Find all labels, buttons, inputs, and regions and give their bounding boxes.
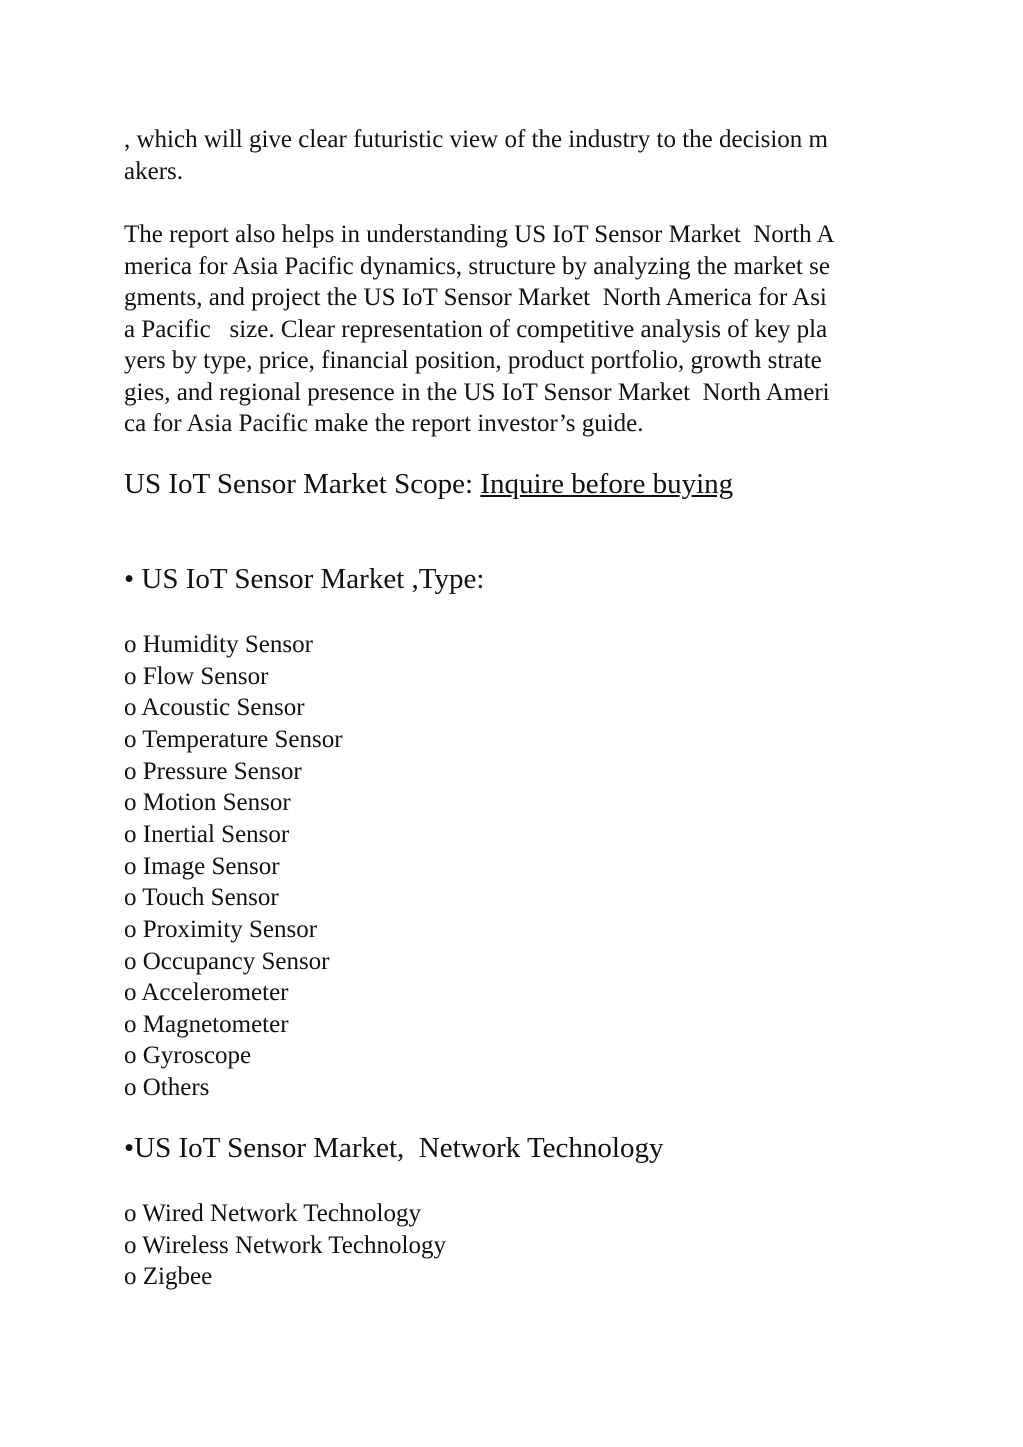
report-line-5: yers by type, price, financial position, product portfolio, growth strate (124, 347, 822, 374)
report-line-2: merica for Asia Pacific dynamics, structure by analyzing the market se (124, 253, 830, 280)
network-list-item: o Wired Network Technology (124, 1200, 421, 1227)
intro-line-1: , which will give clear futuristic view of the industry to the decision m (124, 126, 829, 153)
scope-label: US IoT Sensor Market Scope: (124, 468, 481, 500)
type-list-item: o Inertial Sensor (124, 821, 290, 848)
type-list-item: o Image Sensor (124, 853, 280, 880)
network-list-item: o Zigbee (124, 1263, 213, 1290)
inquire-link[interactable]: Inquire before buying (480, 468, 734, 500)
type-list-item: o Temperature Sensor (124, 726, 343, 753)
type-list-item: o Touch Sensor (124, 884, 279, 911)
type-list-item: o Flow Sensor (124, 663, 269, 690)
type-list-item: o Accelerometer (124, 979, 289, 1006)
report-line-4: a Pacific size. Clear representation of competitive analysis of key pla (124, 316, 828, 343)
intro-line-2: akers. (124, 158, 183, 185)
type-list-item: o Gyroscope (124, 1042, 252, 1069)
network-section-heading: •US IoT Sensor Market, Network Technology (124, 1132, 664, 1164)
type-list-item: o Motion Sensor (124, 789, 291, 816)
type-list-item: o Others (124, 1074, 210, 1101)
report-line-7: ca for Asia Pacific make the report investor’s guide. (124, 410, 644, 437)
report-line-1: The report also helps in understanding US IoT Sensor Market North A (124, 221, 835, 248)
type-list-item: o Humidity Sensor (124, 631, 313, 658)
type-list-item: o Proximity Sensor (124, 916, 318, 943)
type-list-item: o Magnetometer (124, 1011, 289, 1038)
type-list-item: o Occupancy Sensor (124, 948, 330, 975)
report-line-6: gies, and regional presence in the US IoT Sensor Market North Ameri (124, 379, 830, 406)
type-list-item: o Acoustic Sensor (124, 694, 305, 721)
type-list-item: o Pressure Sensor (124, 758, 302, 785)
network-list-item: o Wireless Network Technology (124, 1232, 446, 1259)
report-line-3: gments, and project the US IoT Sensor Market North America for Asi (124, 284, 827, 311)
type-section-heading: • US IoT Sensor Market ,Type: (124, 563, 485, 595)
scope-heading (124, 466, 733, 502)
